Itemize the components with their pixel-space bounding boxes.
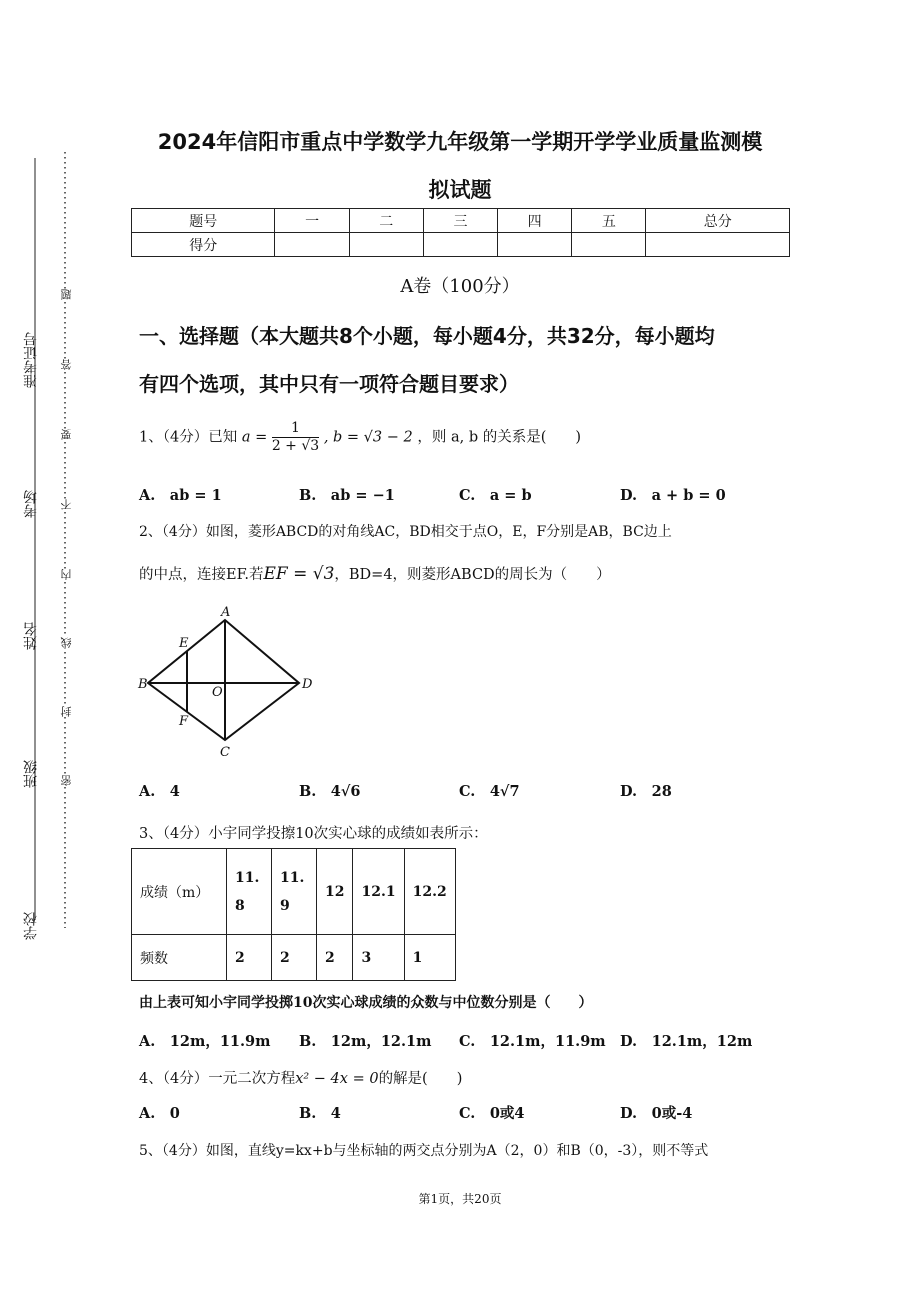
q2-option-d: D. 28 <box>620 783 672 800</box>
seal-char: 封 <box>60 706 73 717</box>
q3-after: 由上表可知小宇同学投掷10次实心球成绩的众数与中位数分别是（ ） <box>139 995 593 1011</box>
q1-option-c: C. a = b <box>459 487 532 504</box>
q1-option-a: A. ab = 1 <box>139 487 222 504</box>
field-school: 学校 <box>23 912 39 940</box>
score-table <box>131 208 790 257</box>
q2-option-c: C. 4√7 <box>459 783 520 800</box>
score-cell <box>423 233 497 257</box>
q3-option-d: D. 12.1m，12m <box>620 1033 753 1050</box>
rhombus-outline <box>148 620 299 740</box>
score-row-label: 得分 <box>132 233 275 257</box>
score-cell <box>275 233 349 257</box>
q4-option-b: B. 4 <box>299 1105 341 1122</box>
q3-row-label: 频数 <box>132 935 227 981</box>
q5-line1: 5、（4分）如图，直线y=kx+b与坐标轴的两交点分别为A（2，0）和B（0，-3），则不等式 <box>139 1143 709 1159</box>
q1-frac-num: 1 <box>272 420 319 438</box>
field-exam-room: 考场 <box>23 490 39 518</box>
score-header-cell: 总分 <box>646 209 790 233</box>
page-footer: 第1页，共20页 <box>418 1192 502 1206</box>
score-cell <box>498 233 572 257</box>
q2-line2-math: EF = √3 <box>263 564 335 584</box>
score-header-cell: 题号 <box>132 209 275 233</box>
page-title-line2: 拟试题 <box>428 178 492 202</box>
field-name: 姓名 <box>23 622 39 650</box>
q1-b-part: , b = √3 − 2 <box>323 429 413 446</box>
q3-cell: 2 <box>227 935 272 981</box>
label-c: C <box>220 745 230 760</box>
label-a: A <box>221 605 231 620</box>
q3-cell: 11. 8 <box>227 849 272 935</box>
seal-char: 内 <box>60 569 73 580</box>
q3-cell: 12 <box>317 849 353 935</box>
score-header-cell: 四 <box>498 209 572 233</box>
score-header-cell: 五 <box>572 209 646 233</box>
q1-prefix: 1、（4分）已知 <box>139 429 238 446</box>
page-title-line1: 2024年信阳市重点中学数学九年级第一学期开学学业质量监测模 <box>157 130 763 154</box>
seal-char: 题 <box>60 289 73 300</box>
label-f: F <box>179 714 189 729</box>
q4-option-c: C. 0或4 <box>459 1105 525 1122</box>
q4-option-a: A. 0 <box>139 1105 180 1122</box>
q2-line1: 2、（4分）如图，菱形ABCD的对角线AC，BD相交于点O，E，F分别是AB，BC边上 <box>139 524 672 540</box>
section-heading-line2: 有四个选项，其中只有一项符合题目要求） <box>139 372 519 396</box>
score-header-cell: 二 <box>349 209 423 233</box>
score-cell <box>646 233 790 257</box>
q3-cell: 2 <box>272 935 317 981</box>
field-class: 班级 <box>23 760 39 788</box>
q4-math: x² − 4x = 0 <box>295 1071 379 1087</box>
q3-line1: 3、（4分）小宇同学投擦10次实心球的成绩如表所示： <box>139 826 488 842</box>
question-4 <box>139 1067 462 1088</box>
q3-cell: 11. 9 <box>272 849 317 935</box>
q3-option-b: B. 12m，12.1m <box>299 1033 432 1050</box>
q2-option-b: B. 4√6 <box>299 783 361 800</box>
q3-row-label: 成绩（m） <box>132 849 227 935</box>
label-e: E <box>179 636 189 651</box>
volume-heading: A卷（100分） <box>400 276 520 297</box>
q3-table-row-freq <box>132 935 456 981</box>
q3-option-a: A. 12m，11.9m <box>139 1033 271 1050</box>
seal-char: 线 <box>60 637 73 648</box>
score-table-header-row <box>132 209 790 233</box>
q2-option-a: A. 4 <box>139 783 180 800</box>
q2-line2 <box>139 563 611 584</box>
label-o: O <box>212 685 223 700</box>
q3-option-c: C. 12.1m，11.9m <box>459 1033 606 1050</box>
q4-pre: 4、（4分）一元二次方程 <box>139 1071 296 1087</box>
q1-option-b: B. ab = −1 <box>299 487 395 504</box>
seal-char: 答 <box>60 359 73 370</box>
q2-line2-post: ，BD=4，则菱形ABCD的周长为（ ） <box>334 567 611 583</box>
q3-cell: 12.1 <box>353 849 404 935</box>
q3-table-row-scores <box>132 849 456 935</box>
label-b: B <box>138 677 148 692</box>
score-cell <box>572 233 646 257</box>
q1-frac-den: 2 + √3 <box>271 438 320 454</box>
q3-cell: 2 <box>317 935 353 981</box>
score-table-score-row <box>132 233 790 257</box>
field-exam-id: 准考证号 <box>23 332 39 388</box>
section-heading-line1: 一、选择题（本大题共8个小题，每小题4分，共32分，每小题均 <box>139 324 715 348</box>
label-d: D <box>302 677 313 692</box>
score-header-cell: 一 <box>275 209 349 233</box>
binding-lines <box>25 150 75 930</box>
q1-option-d: D. a + b = 0 <box>620 487 726 504</box>
score-header-cell: 三 <box>423 209 497 233</box>
q2-line2-pre: 的中点，连接EF.若 <box>139 567 264 583</box>
score-cell <box>349 233 423 257</box>
q3-score-table <box>131 848 456 981</box>
question-1 <box>139 420 581 455</box>
q3-cell: 1 <box>404 935 455 981</box>
seal-char: 要 <box>60 429 73 440</box>
q1-a-eq: a = <box>241 429 268 446</box>
seal-char: 密 <box>60 775 73 786</box>
q1-fraction <box>272 420 319 455</box>
rhombus-figure <box>135 600 325 762</box>
q4-post: 的解是( ) <box>378 1071 463 1087</box>
seal-char: 不 <box>60 499 73 510</box>
q3-cell: 3 <box>353 935 404 981</box>
q4-option-d: D. 0或-4 <box>620 1105 693 1122</box>
q3-cell: 12.2 <box>404 849 455 935</box>
q1-suffix: ，则 a, b 的关系是( ) <box>417 429 582 446</box>
